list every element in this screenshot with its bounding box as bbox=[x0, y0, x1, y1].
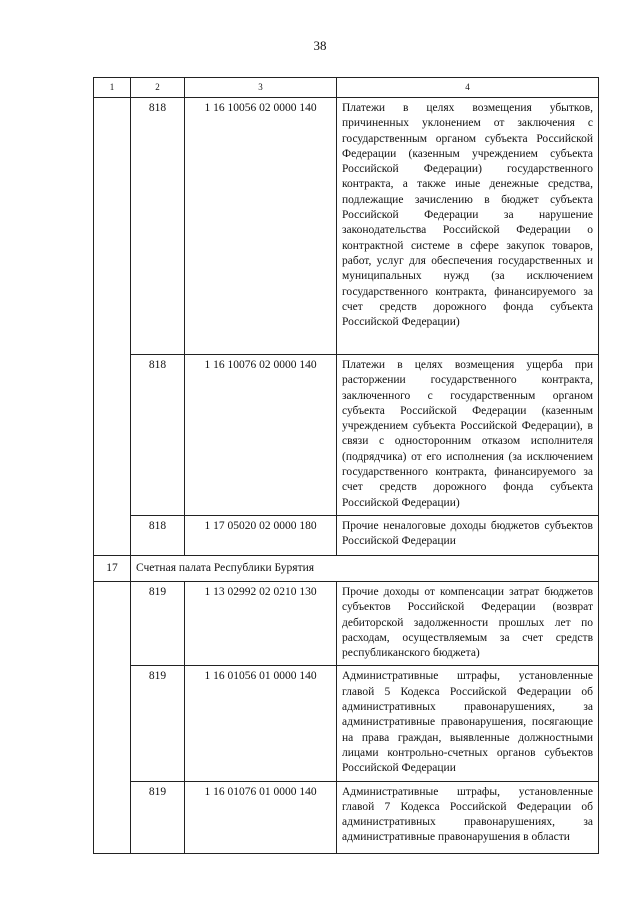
column-number-4: 4 bbox=[337, 78, 599, 98]
table-row bbox=[94, 355, 599, 516]
admin-code-cell: 819 bbox=[131, 581, 185, 665]
admin-code-cell: 818 bbox=[131, 515, 185, 555]
revenue-code-cell: 1 16 10076 02 0000 140 bbox=[185, 355, 337, 516]
empty-number-cell bbox=[94, 98, 131, 556]
organization-number: 17 bbox=[94, 555, 131, 581]
revenue-code-cell: 1 13 02992 02 0210 130 bbox=[185, 581, 337, 665]
revenue-description-cell: Административные штрафы, установленные главой 5 Кодекса Российской Федерации об административных правонарушениях, за административные правонарушения, посягающие на права граждан, выявленные должностными лицами контрольно-счетных органов субъектов Российской Федерации bbox=[337, 666, 599, 781]
admin-code-cell: 819 bbox=[131, 666, 185, 781]
revenue-description-cell: Платежи в целях возмещения ущерба при расторжении государственного контракта, заключенного с государственным органом субъекта Российской Федерации (казенным учреждением субъекта Российской Федерации), в связи с односторонним отказом исполнителя (подрядчика) от его исполнения (за исключением государственного контракта, финансируемого за счет средств дорожного фонда субъекта Российской Федерации) bbox=[337, 355, 599, 516]
organization-row bbox=[94, 555, 599, 581]
admin-code-cell: 818 bbox=[131, 98, 185, 355]
column-number-2: 2 bbox=[131, 78, 185, 98]
revenue-description-cell: Административные штрафы, установленные главой 7 Кодекса Российской Федерации об административных правонарушениях, за административные правонарушения в области bbox=[337, 781, 599, 853]
table-row bbox=[94, 515, 599, 555]
table-row bbox=[94, 98, 599, 355]
table-row bbox=[94, 781, 599, 853]
revenue-code-cell: 1 17 05020 02 0000 180 bbox=[185, 515, 337, 555]
revenue-code-cell: 1 16 01076 01 0000 140 bbox=[185, 781, 337, 853]
budget-revenue-table bbox=[93, 77, 599, 854]
column-number-3: 3 bbox=[185, 78, 337, 98]
revenue-description-cell: Платежи в целях возмещения убытков, причиненных уклонением от заключения с государственным органом субъекта Российской Федерации (казенным учреждением субъекта Российской Федерации) государственного контракта, а также иные денежные средства, подлежащие зачислению в бюджет субъекта Российской Федерации за нарушение законодательства Российской Федерации о контрактной системе в сфере закупок товаров, работ, услуг для обеспечения государственных и муниципальных нужд (за исключением государственного контракта, финансируемого за счет средств дорожного фонда субъекта Российской Федерации) bbox=[337, 98, 599, 355]
page-number: 38 bbox=[313, 38, 327, 53]
admin-code-cell: 818 bbox=[131, 355, 185, 516]
revenue-code-cell: 1 16 10056 02 0000 140 bbox=[185, 98, 337, 355]
organization-name: Счетная палата Республики Бурятия bbox=[131, 555, 599, 581]
column-number-1: 1 bbox=[94, 78, 131, 98]
revenue-description-cell: Прочие доходы от компенсации затрат бюджетов субъектов Российской Федерации (возврат дебиторской задолженности прошлых лет по расходам, осуществляемым за счет средств республиканского бюджета) bbox=[337, 581, 599, 665]
revenue-description-cell: Прочие неналоговые доходы бюджетов субъектов Российской Федерации bbox=[337, 515, 599, 555]
table-row bbox=[94, 666, 599, 781]
table-header-row bbox=[94, 78, 599, 98]
admin-code-cell: 819 bbox=[131, 781, 185, 853]
revenue-code-cell: 1 16 01056 01 0000 140 bbox=[185, 666, 337, 781]
table-row bbox=[94, 581, 599, 665]
empty-number-cell bbox=[94, 581, 131, 853]
